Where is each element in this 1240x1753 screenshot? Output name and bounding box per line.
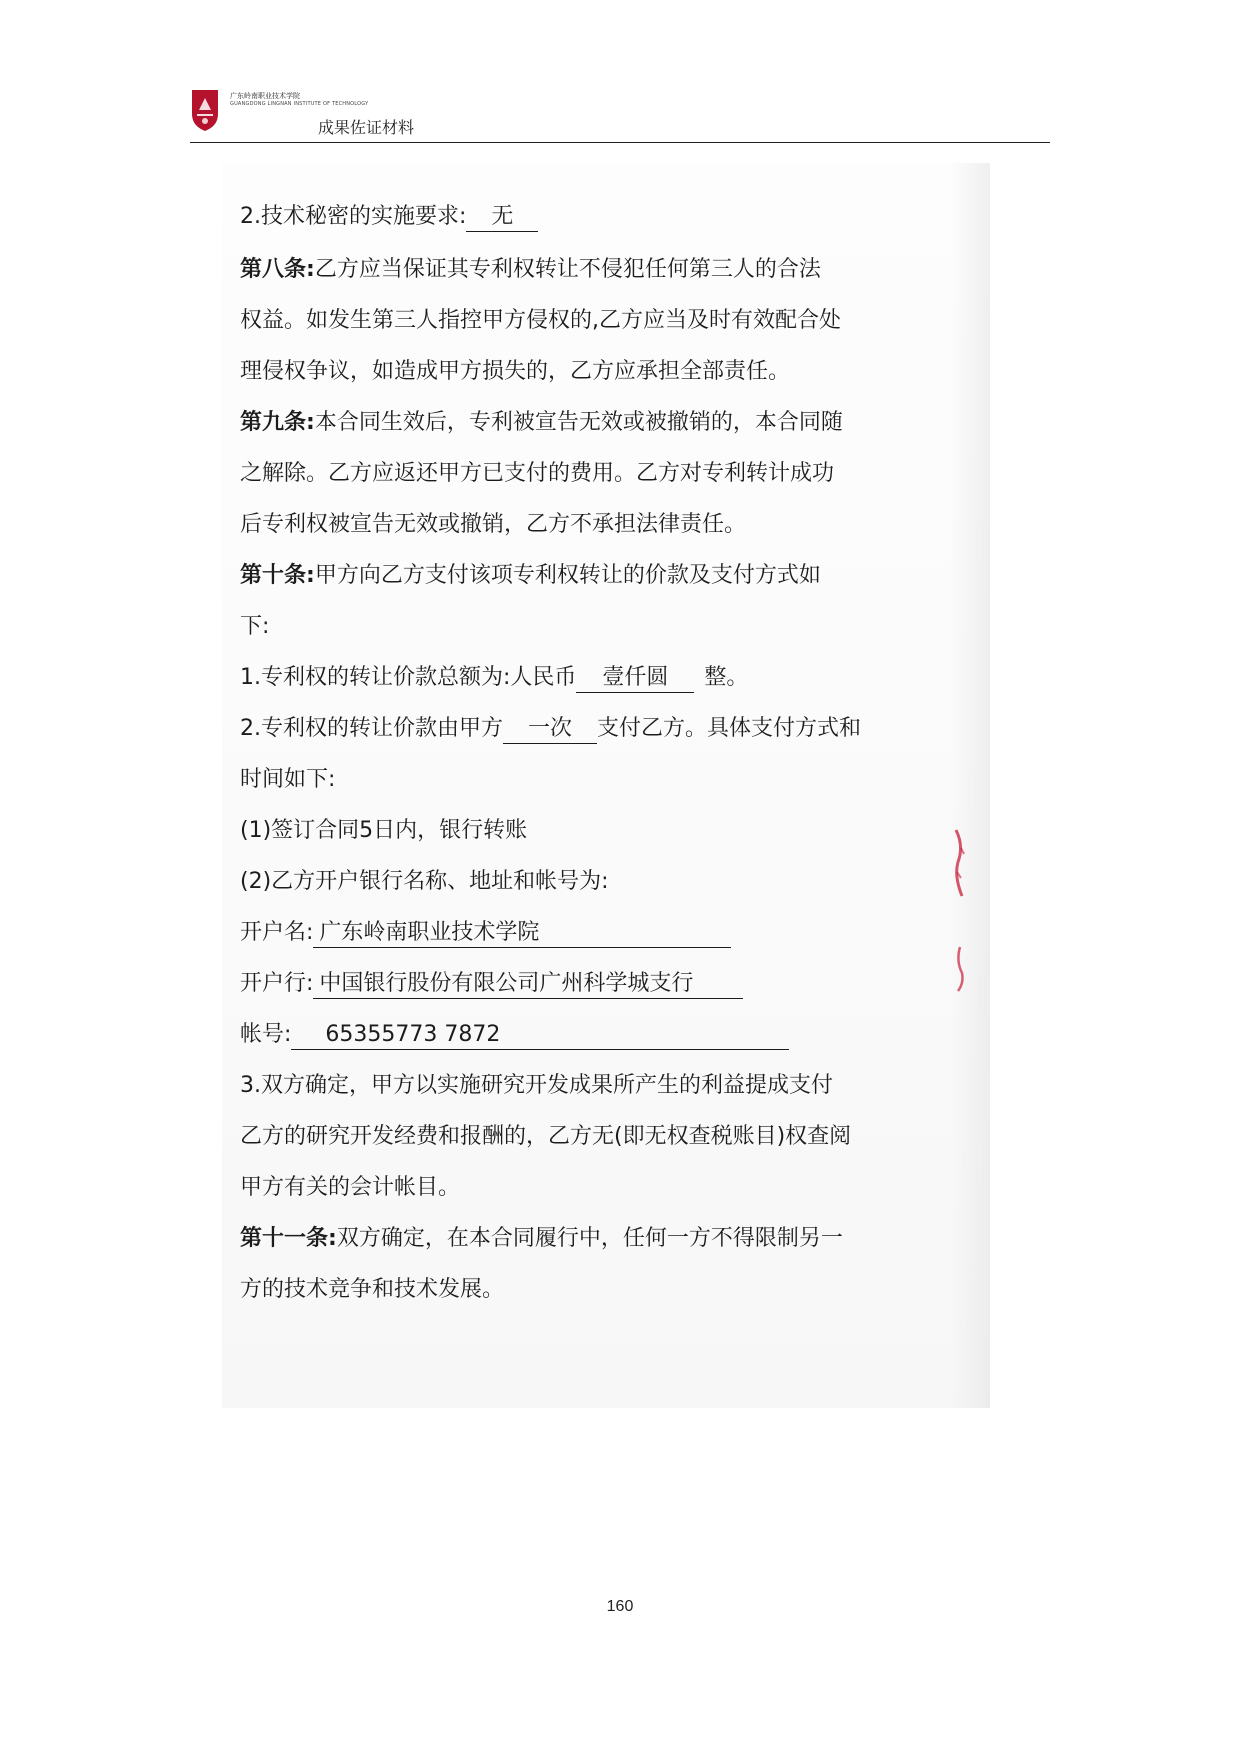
text-line: 理侵权争议，如造成甲方损失的，乙方应承担全部责任。 (240, 359, 791, 384)
account-name-value: 广东岭南职业技术学院 (313, 919, 731, 948)
page-number: 160 (606, 1598, 634, 1615)
seal-fragment-icon (952, 945, 966, 993)
text-line: 3.双方确定，甲方以实施研究开发成果所产生的利益提成支付 (240, 1073, 833, 1098)
fill-in-value: 一次 (503, 715, 597, 744)
scan-edge-shadow (950, 163, 990, 1408)
clause-ten (240, 561, 821, 591)
clause-eleven (240, 1224, 843, 1254)
bank-line (240, 969, 743, 999)
line-text: 2.技术秘密的实施要求: (240, 204, 467, 229)
clause-nine (240, 408, 843, 438)
price-line (240, 663, 748, 693)
text-line: 权益。如发生第三人指控甲方侵权的,乙方应当及时有效配合处 (240, 308, 841, 333)
clause-text: 乙方应当保证其专利权转让不侵犯任何第三人的合法 (314, 257, 821, 282)
field-label: 开户名: (240, 920, 314, 945)
clause-text: 甲方向乙方支付该项专利权转让的价款及支付方式如 (314, 563, 821, 588)
seal-fragment-icon (952, 828, 966, 898)
text-line: 时间如下: (240, 767, 336, 792)
clause-heading: 第十条: (240, 563, 315, 588)
clause-heading: 第九条: (240, 410, 315, 435)
text-line: 方的技术竞争和技术发展。 (240, 1277, 505, 1302)
page-header (190, 88, 1050, 146)
text-line: (2)乙方开户银行名称、地址和帐号为: (240, 869, 609, 894)
clause-heading: 第十一条: (240, 1226, 337, 1251)
college-logo-icon (190, 88, 220, 132)
line-text: 整。 (704, 665, 749, 690)
text-line (240, 202, 538, 232)
header-title: 成果佐证材料 (318, 118, 415, 137)
account-number-line (240, 1020, 789, 1050)
institution-name-cn: 广东岭南职业技术学院 (230, 92, 300, 100)
line-text: 支付乙方。具体支付方式和 (597, 716, 862, 741)
clause-eight (240, 255, 821, 285)
payment-line (240, 714, 861, 744)
text-line: 之解除。乙方应返还甲方已支付的费用。乙方对专利转计成功 (240, 461, 835, 486)
fill-in-value: 壹仟圆 (576, 664, 694, 693)
line-text: 1.专利权的转让价款总额为:人民币 (240, 665, 577, 690)
account-number-value: 65355773 7872 (291, 1021, 789, 1050)
fill-in-value: 无 (466, 203, 538, 232)
clause-text: 本合同生效后，专利被宣告无效或被撤销的，本合同随 (314, 410, 843, 435)
text-line: 甲方有关的会计帐目。 (240, 1175, 461, 1200)
scanned-page (222, 163, 990, 1408)
clause-text: 双方确定，在本合同履行中，任何一方不得限制另一 (336, 1226, 843, 1251)
text-line: 后专利权被宣告无效或撤销，乙方不承担法律责任。 (240, 512, 747, 537)
line-text: 2.专利权的转让价款由甲方 (240, 716, 503, 741)
clause-heading: 第八条: (240, 257, 315, 282)
account-name-line (240, 918, 731, 948)
bank-name-value: 中国银行股份有限公司广州科学城支行 (313, 970, 743, 999)
text-line: 乙方的研究开发经费和报酬的，乙方无(即无权查税账目)权查阅 (240, 1124, 852, 1149)
text-line: (1)签订合同5日内，银行转账 (240, 818, 528, 843)
institution-name-en: GUANGDONG LINGNAN INSTITUTE OF TECHNOLOGY (230, 101, 369, 107)
text-line: 下: (240, 614, 270, 639)
field-label: 帐号: (240, 1022, 292, 1047)
field-label: 开户行: (240, 971, 314, 996)
header-divider (190, 142, 1050, 143)
